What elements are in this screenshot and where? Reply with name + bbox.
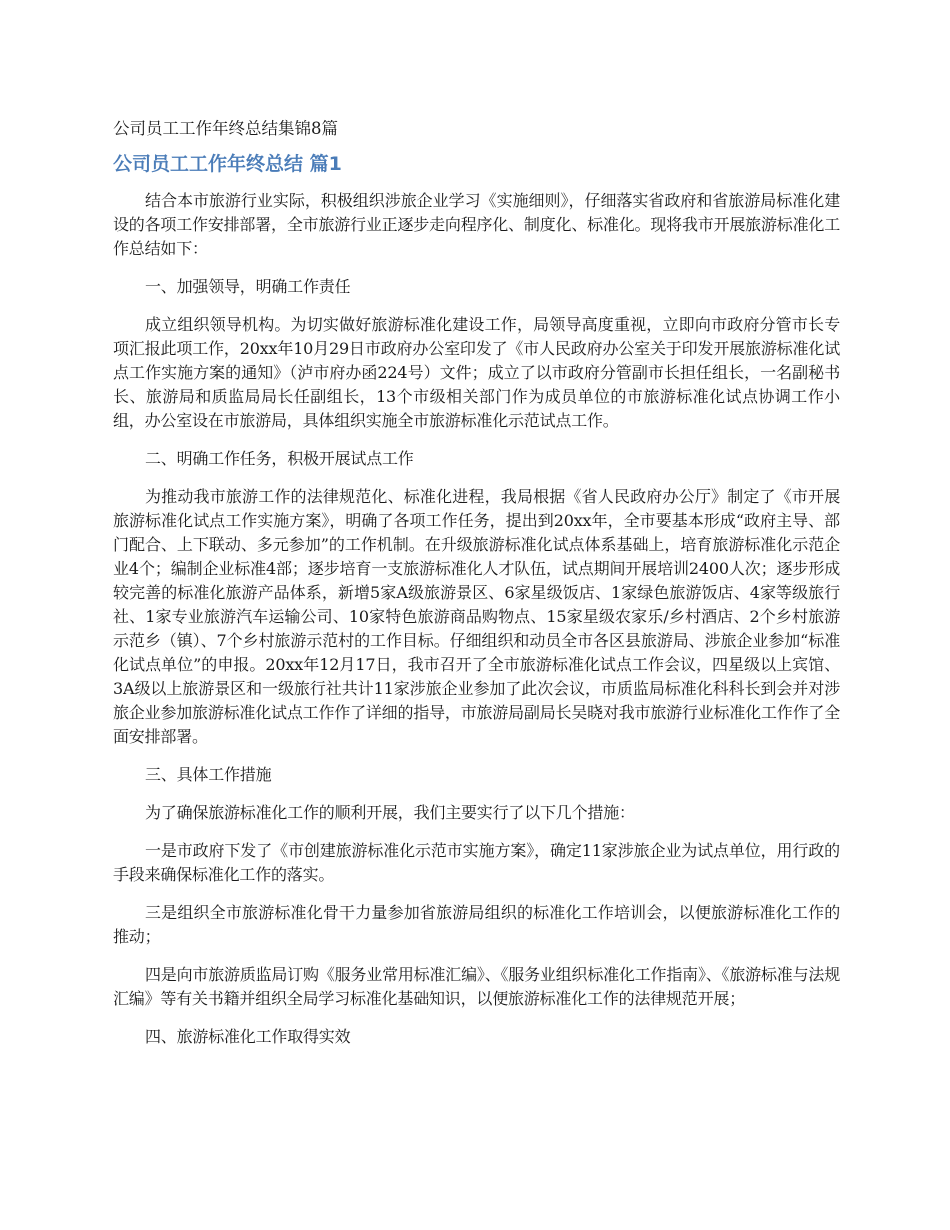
paragraph-measures-intro: 为了确保旅游标准化工作的顺利开展，我们主要实行了以下几个措施：	[145, 803, 635, 822]
paragraph-measure-4: 四是向市旅游质监局订购《服务业常用标准汇编》、《服务业组织标准化工作指南》、《旅游标准与法规汇编》等有关书籍并组织全局学习标准化基础知识，以便旅游标准化工作的法律规范开展；	[113, 965, 840, 1008]
paragraph-tasks: 为推动我市旅游工作的法律规范化、标准化进程，我局根据《省人民政府办公厅》制定了《市开展旅游标准化试点工作实施方案》，明确了各项工作任务，提出到20xx年，全市要基本形成“政府主导、部门配合、上下联动、多元参加”的工作机制。在升级旅游标准化试点体系基础上，培育旅游标准化示范企业4个；编制企业标准4部；逐步培育一支旅游标准化人才队伍，试点期间开展培训2400人次；逐步形成较完善的标准化旅游产品体系，新增5家A级旅游景区、6家星级饭店、1家绿色旅游饭店、4家等级旅行社、1家专业旅游汽车运输公司、10家特色旅游商品购物点、15家星级农家乐/乡村酒店、2个乡村旅游示范乡（镇）、7个乡村旅游示范村的工作目标。仔细组织和动员全市各区县旅游局、涉旅企业参加“标准化试点单位”的申报。20xx年12月17日，我市召开了全市旅游标准化试点工作会议，四星级以上宾馆、3A级以上旅游景区和一级旅行社共计11家涉旅企业参加了此次会议，市质监局标准化科科长到会并对涉旅企业参加旅游标准化试点工作作了详细的指导，市旅游局副局长吴晓对我市旅游行业标准化工作作了全面安排部署。	[113, 487, 840, 746]
subheading-2: 二、明确工作任务，积极开展试点工作	[145, 449, 414, 468]
document-title: 公司员工工作年终总结集锦8篇	[113, 119, 338, 138]
document-page	[113, 116, 840, 1063]
intro-paragraph: 结合本市旅游行业实际，积极组织涉旅企业学习《实施细则》，仔细落实省政府和省旅游局标准化建设的各项工作安排部署，全市旅游行业正逐步走向程序化、制度化、标准化。现将我市开展旅游标准化工作总结如下：	[113, 191, 840, 258]
subheading-4: 四、旅游标准化工作取得实效	[145, 1027, 351, 1046]
paragraph-organization: 成立组织领导机构。为切实做好旅游标准化建设工作，局领导高度重视，立即向市政府分管市长专项汇报此项工作，20xx年10月29日市政府办公室印发了《市人民政府办公室关于印发开展旅游标准化试点工作实施方案的通知》（泸市府办函224号）文件；成立了以市政府分管副市长担任组长，一名副秘书长、旅游局和质监局局长任副组长，13个市级相关部门作为成员单位的市旅游标准化试点协调工作小组，办公室设在市旅游局，具体组织实施全市旅游标准化示范试点工作。	[113, 315, 840, 430]
paragraph-measure-1: 一是市政府下发了《市创建旅游标准化示范市实施方案》，确定11家涉旅企业为试点单位，用行政的手段来确保标准化工作的落实。	[113, 841, 840, 884]
paragraph-measure-3: 三是组织全市旅游标准化骨干力量参加省旅游局组织的标准化工作培训会，以便旅游标准化工作的推动；	[113, 903, 840, 946]
subheading-1: 一、加强领导，明确工作责任	[145, 277, 351, 296]
subheading-3: 三、具体工作措施	[145, 765, 272, 784]
section-heading: 公司员工工作年终总结 篇1	[113, 153, 342, 175]
